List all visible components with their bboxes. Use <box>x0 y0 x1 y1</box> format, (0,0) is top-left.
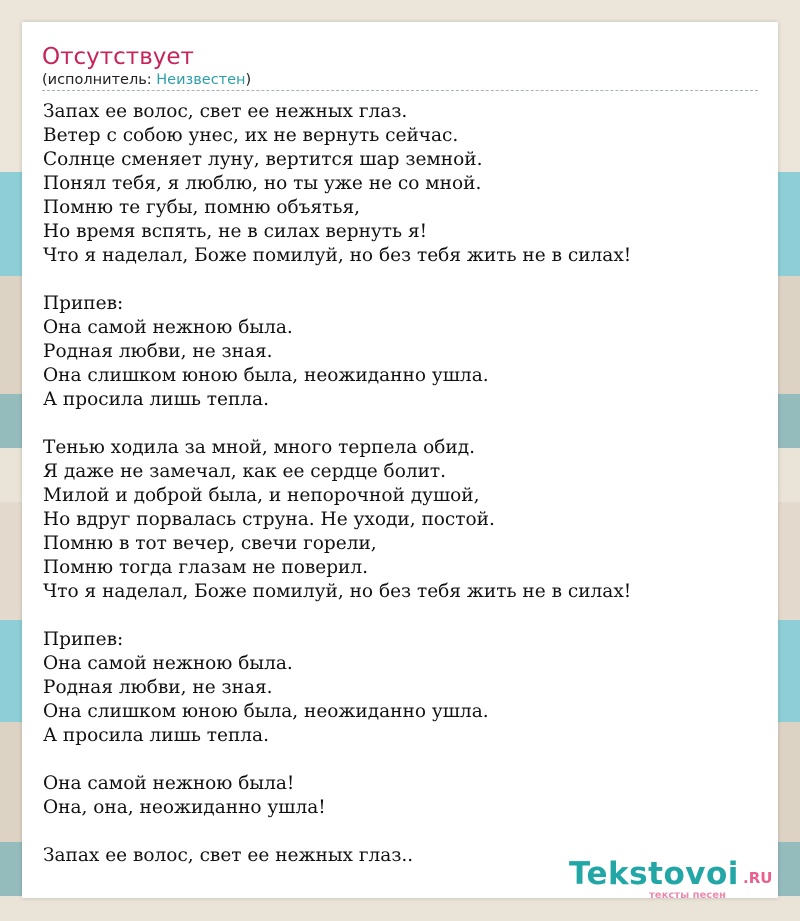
lyrics-line: А просила лишь тепла. <box>43 389 269 410</box>
lyrics-line: Запах ее волос, свет ее нежных глаз. <box>43 101 408 122</box>
lyrics-line: Припев: <box>43 293 124 314</box>
lyrics-line: Припев: <box>43 629 124 650</box>
artist-line <box>42 70 251 90</box>
lyrics-line: Запах ее волос, свет ее нежных глаз.. <box>43 845 414 866</box>
song-title: Отсутствует <box>42 44 194 70</box>
lyrics-card <box>22 22 778 901</box>
lyrics-line: Милой и доброй была, и непорочной душой, <box>43 485 480 506</box>
logo-wordmark: Tekstovoi <box>569 856 739 892</box>
lyrics-line: Солнце сменяет луну, вертится шар земной. <box>43 149 483 170</box>
lyrics-line: А просила лишь тепла. <box>43 725 269 746</box>
lyrics-line: Помню в тот вечер, свечи горели, <box>43 533 377 554</box>
lyrics-line: Она слишком юною была, неожиданно ушла. <box>43 701 489 722</box>
lyrics-line: Она самой нежною была. <box>43 317 293 338</box>
lyrics-line: Что я наделал, Боже помилуй, но без тебя жить не в силах! <box>43 581 632 602</box>
lyrics-line: Понял тебя, я люблю, но ты уже не со мной. <box>43 173 482 194</box>
lyrics-blank-line <box>43 748 763 772</box>
lyrics-blank-line <box>43 268 763 292</box>
lyrics-line: Тенью ходила за мной, много терпела обид. <box>43 437 475 458</box>
artist-link[interactable]: Неизвестен <box>156 72 246 88</box>
lyrics-text <box>43 100 763 868</box>
lyrics-line: Помню тогда глазам не поверил. <box>43 557 369 578</box>
lyrics-line: Она самой нежною была! <box>43 773 295 794</box>
lyrics-line: Она самой нежною была. <box>43 653 293 674</box>
lyrics-line: Что я наделал, Боже помилуй, но без тебя жить не в силах! <box>43 245 632 266</box>
lyrics-line: Родная любви, не зная. <box>43 677 273 698</box>
artist-suffix: ) <box>245 72 252 88</box>
lyrics-line: Но вдруг порвалась струна. Не уходи, постой. <box>43 509 495 530</box>
site-logo[interactable] <box>569 854 779 901</box>
lyrics-line: Помню те губы, помню объятья, <box>43 197 360 218</box>
artist-prefix: (исполнитель: <box>42 72 157 88</box>
lyrics-blank-line <box>43 820 763 844</box>
lyrics-line: Она слишком юною была, неожиданно ушла. <box>43 365 489 386</box>
lyrics-blank-line <box>43 604 763 628</box>
lyrics-blank-line <box>43 412 763 436</box>
lyrics-line: Родная любви, не зная. <box>43 341 273 362</box>
lyrics-line: Я даже не замечал, как ее сердце болит. <box>43 461 447 482</box>
logo-domain: .RU <box>743 869 773 887</box>
logo-tagline: тексты песен <box>649 890 726 901</box>
lyrics-line: Но время вспять, не в силах вернуть я! <box>43 221 428 242</box>
lyrics-line: Она, она, неожиданно ушла! <box>43 797 326 818</box>
lyrics-line: Ветер с собою унес, их не вернуть сейчас. <box>43 125 459 146</box>
title-divider <box>42 90 758 91</box>
